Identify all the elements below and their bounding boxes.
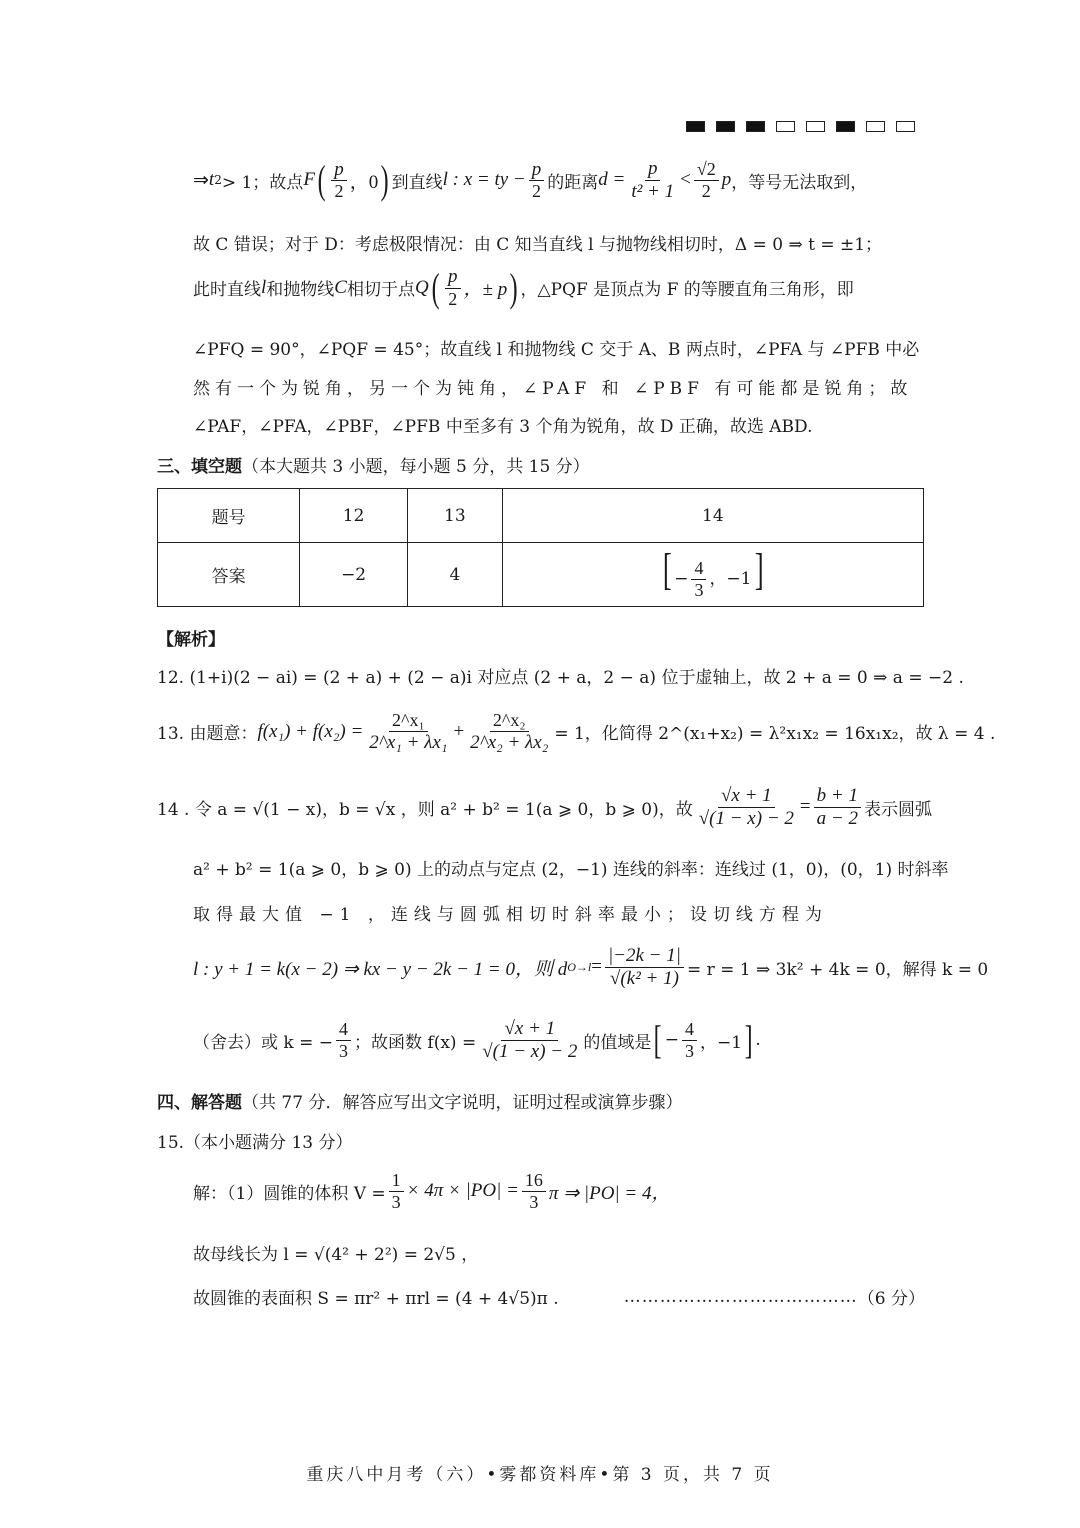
math-text: Q [414, 276, 429, 298]
bracket: [ [654, 1017, 663, 1063]
table-cell: 14 [502, 489, 923, 543]
table-header-row [158, 489, 924, 543]
fraction: $\frac{\text{2\textasciicircum{}x₂}}{\text{2\textasciicircum{}x₂ + λx₂}}$ [470, 710, 549, 753]
empty-square-mark [866, 121, 885, 132]
text: ，等号无法取到， [731, 172, 868, 193]
math-text: p [721, 169, 732, 191]
fraction: $\frac{1}{3}$ [389, 1170, 404, 1212]
fraction: $\frac{4}{3}$ [682, 1019, 697, 1061]
fraction: $\frac{p}{2}$ [331, 159, 347, 203]
text-line [193, 266, 925, 310]
text: = 1，化简得 2^(x₁+x₂) = λ²x₁x₂ = 16x₁x₂，故 λ = 4 . [554, 724, 996, 745]
paren: ( [431, 264, 440, 310]
fraction: $\frac{b + 1}{a - 2}$ [814, 785, 861, 830]
q14-line [193, 1018, 925, 1063]
fraction: $\frac{4}{3}$ [336, 1019, 351, 1061]
fraction: $\frac{p}{2}$ [445, 266, 461, 310]
math-text: π ⇒ |PO| = 4， [548, 1182, 671, 1204]
text-line: ∠PAF，∠PFA，∠PBF，∠PFB 中至多有 3 个角为锐角，故 D 正确，故选 ABD. [193, 417, 813, 437]
fraction: $\frac{p}{2}$ [529, 159, 545, 203]
math-text: ，0 [349, 171, 379, 193]
text: （舍去）或 k = − [193, 1032, 334, 1053]
text: 的距离 [547, 172, 599, 193]
text: ，△PQF 是顶点为 F 的等腰直角三角形，即 [520, 280, 854, 301]
empty-square-mark [806, 121, 825, 132]
answer-table [157, 488, 924, 607]
math-text: − [664, 1030, 679, 1051]
math-text: < [680, 169, 691, 191]
fraction: $\frac{p}{\text{t² + 1}}$ [631, 158, 675, 202]
analysis-label: 【解析】 [157, 630, 225, 650]
section-heading [157, 452, 590, 477]
filled-square-mark [836, 121, 855, 132]
text-line: ∠PFQ = 90°，∠PQF = 45°；故直线 l 和抛物线 C 交于 A、B 两点时，∠PFA 与 ∠PFB 中必 [193, 340, 920, 360]
q14-line [193, 945, 989, 990]
paren: ) [380, 157, 389, 203]
q15-line [193, 1170, 925, 1212]
bracket: ] [744, 1017, 753, 1063]
math-text: ⇒ [193, 169, 209, 191]
q14-line: 取得最大值 −1 ，连线与圆弧相切时斜率最小；设切线方程为 [193, 905, 828, 925]
paren: ( [317, 157, 326, 203]
text: 和抛物线 [266, 280, 335, 301]
text: 此时直线 [193, 280, 261, 301]
math-text: . [755, 1030, 761, 1051]
fraction: $\frac{√x + 1}{√(1 - x) - 2}$ [482, 1018, 578, 1062]
table-cell: 答案 [158, 543, 300, 607]
section-heading [157, 1088, 682, 1113]
progress-marks [686, 121, 915, 132]
text: 表示圆弧 [863, 799, 932, 820]
text: 14 . 令 a = √(1 − x)，b = √x ，则 a² + b² = 1(a ⩾ 0，b ⩾ 0)，故 [157, 799, 693, 820]
text: 故圆锥的表面积 S = πr² + πrl = (4 + 4√5)π . [193, 1289, 559, 1309]
math-text: f(x₁) + f(x₂) = [257, 720, 364, 742]
text-line: 然有一个为锐角，另一个为钝角，∠PAF 和 ∠PBF 有可能都是锐角；故 [193, 379, 913, 399]
text: > 1；故点 [221, 172, 304, 193]
fraction: $\frac{√x + 1}{√(1 - x) - 2}$ [698, 785, 794, 829]
text: 的值域是 [583, 1032, 652, 1053]
section-note: （本大题共 3 小题，每小题 5 分，共 15 分） [242, 457, 590, 477]
math-text: = [799, 796, 811, 818]
math-text: l : y + 1 = k(x − 2) ⇒ kx − y − 2k − 1 = 0，则 d [193, 958, 568, 980]
empty-square-mark [776, 121, 795, 132]
q14-line: a² + b² = 1(a ⩾ 0，b ⩾ 0) 上的动点与定点 (2，−1) 连线的斜率：连线过 (1，0)，(0，1) 时斜率 [193, 860, 949, 880]
q12-line: 12. (1+i)(2 − ai) = (2 + a) + (2 − a)i 对应点 (2 + a，2 − a) 位于虚轴上，故 2 + a = 0 ⇒ a = −2 . [157, 668, 964, 688]
fraction: $\frac{\text{2\textasciicircum{}x₁}}{\text{2\textasciicircum{}x₁ + λx₁}}$ [369, 710, 448, 753]
table-cell: −2 [300, 543, 408, 607]
math-text: C [334, 276, 347, 298]
q13-line [157, 710, 996, 754]
filled-square-mark [716, 121, 735, 132]
fraction: $\frac{√2}{2}$ [694, 159, 719, 201]
math-text: l : x = ty − [442, 169, 526, 191]
fraction: $\frac{|-2k - 1|}{\text{√(k² + 1)}}$ [605, 945, 684, 990]
page-footer: 重庆八中月考（六）•雾都资料库•第 3 页，共 7 页 [306, 1465, 774, 1485]
q15-line: 故母线长为 l = √(4² + 2²) = 2√5 ， [193, 1245, 479, 1265]
paren: ) [509, 264, 518, 310]
math-text: F [303, 169, 315, 191]
fraction: $\frac{16}{3}$ [522, 1170, 546, 1212]
text: 到直线 [391, 172, 443, 193]
table-cell: 13 [408, 489, 503, 543]
section-title: 三、填空题 [157, 457, 242, 477]
text: 相切于点 [346, 280, 415, 301]
q15-line [193, 1284, 925, 1309]
filled-square-mark [686, 121, 705, 132]
math-text: l [261, 276, 267, 298]
table-cell: 题号 [158, 489, 300, 543]
math-text: t [208, 169, 215, 191]
empty-square-mark [896, 121, 915, 132]
q14-line [157, 785, 932, 830]
math-text: ，−1 [699, 1032, 743, 1053]
section-note: （共 77 分．解答应写出文字说明，证明过程或演算步骤） [242, 1093, 683, 1113]
table-cell: 12 [300, 489, 408, 543]
filled-square-mark [746, 121, 765, 132]
math-text: 2 [214, 173, 222, 188]
q15-title: 15.（本小题满分 13 分） [157, 1133, 353, 1153]
math-text: O→l [567, 959, 592, 974]
text: = r = 1 ⇒ 3k² + 4k = 0，解得 k = 0 [686, 959, 989, 980]
text: 13. 由题意： [157, 724, 258, 745]
table-cell: 4 [408, 543, 503, 607]
math-text: + [453, 720, 465, 742]
table-cell: [ − $\frac{4}{3}$ ，−1] [502, 543, 923, 607]
table-row [158, 543, 924, 607]
text-line [193, 158, 925, 203]
text-line: 故 C 错误；对于 D：考虑极限情况：由 C 知当直线 l 与抛物线相切时，Δ = 0 ⇒ t = ±1； [193, 235, 883, 255]
text: 解：（1）圆锥的体积 V = [193, 1183, 386, 1204]
text: ；故函数 f(x) = [354, 1032, 477, 1053]
section-title: 四、解答题 [157, 1093, 242, 1113]
math-text: × 4π × |PO| = [406, 1180, 519, 1202]
math-text: ，± p [463, 279, 508, 301]
math-text: d = [598, 169, 626, 191]
score-label: （6 分） [857, 1289, 925, 1309]
dot-leader: ………………………………… [623, 1286, 858, 1307]
math-text: = [591, 956, 602, 978]
